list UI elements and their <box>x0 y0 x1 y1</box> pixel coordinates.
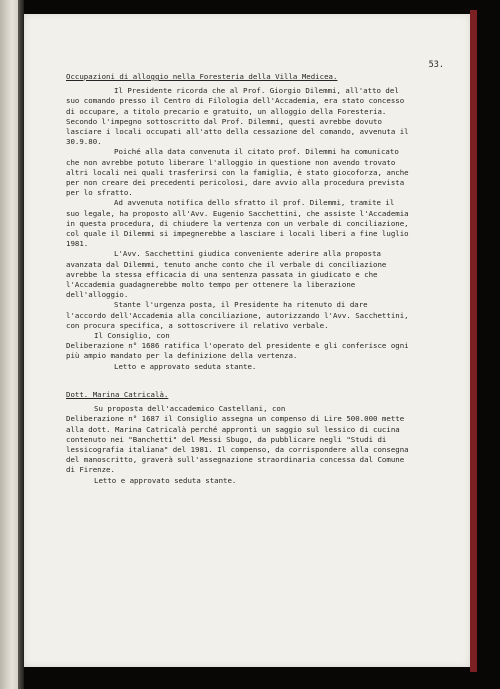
section-heading-foresteria: Occupazioni di alloggio nella Foresteria della Villa Medicea. <box>66 72 338 81</box>
section-heading-catricala: Dott. Marina Catricalà. <box>66 389 169 399</box>
paragraph: Il Presidente ricorda che al Prof. Giorgio Dilemmi, all'atto del suo comando presso il Centro di Filologia dell'Accademia, era stato concesso di occupare, a titolo precario e gratuito, un alloggio della Foresteria. Secondo l'impegno sottoscritto dal Prof. Dilemmi, questi avrebbe dovuto lasciare i locali occupati all'atto della cessazione del comando, avvenuta il 30.9.80. <box>66 86 414 147</box>
paragraph: Ad avvenuta notifica dello sfratto il prof. Dilemmi, tramite il suo legale, ha proposto all'Avv. Eugenio Sacchettini, che assiste l'Accademia in questa procedura, di chiudere la vertenza con un verbale di conciliazione, col quale il Dilemmi si impegnerebbe a lasciare i locali liberi a fine luglio 1981. <box>66 198 414 249</box>
paragraph: Poiché alla data convenuta il citato prof. Dilemmi ha comunicato che non avrebbe potuto liberare l'alloggio in questione non avendo trovato altri locali nei quali trasferirsi con la famiglia, è stato giocoforza, anche per non creare dei precedenti pericolosi, dare avvio alla procedura prevista per lo sfratto. <box>66 147 414 198</box>
approval-line: Letto e approvato seduta stante. <box>94 475 237 485</box>
red-cover-edge <box>470 10 477 672</box>
deliberation-text: Deliberazione n° 1686 ratifica l'operato del presidente e gli conferisce ogni più ampio mandato per la definizione della vertenza. <box>66 341 414 361</box>
deliberation-text: Deliberazione n° 1687 il Consiglio assegna un compenso di Lire 500.000 mette alla dott. Marina Catricalà perché approntì un saggio sul lessico di cucina contenuto nei "Banchetti" del Messi Sbugo, da pubblicare negli "Studi di lessicografia italiana" del 1981. Il compenso, da corrispondere alla consegna del manoscritto, graverà sull'assegnazione straordinaria concessa dal Comune di Firenze. <box>66 414 414 475</box>
paragraph: L'Avv. Sacchettini giudica conveniente aderire alla proposta avanzata dal Dilemmi, tenuto anche conto che il verbale di conciliazione avrebbe la stessa efficacia di una sentenza passata in giudicato e che l'Accademia guadagnerebbe molto tempo per ottenere la liberazione dell'alloggio. <box>66 249 391 300</box>
left-page-edge <box>0 0 20 689</box>
approval-line: Letto e approvato seduta stante. <box>114 361 257 371</box>
page-number: 53. <box>428 60 444 70</box>
council-line: Il Consiglio, con <box>94 331 170 341</box>
paragraph: Stante l'urgenza posta, il Presidente ha ritenuto di dare l'accordo dell'Accademia alla conciliazione, autorizzando l'Avv. Sacchettini, con procura specifica, a sottoscrivere il relativo verbale. <box>66 300 414 330</box>
page-content <box>66 72 414 486</box>
intro-line: Su proposta dell'accademico Castellani, con <box>94 404 286 414</box>
